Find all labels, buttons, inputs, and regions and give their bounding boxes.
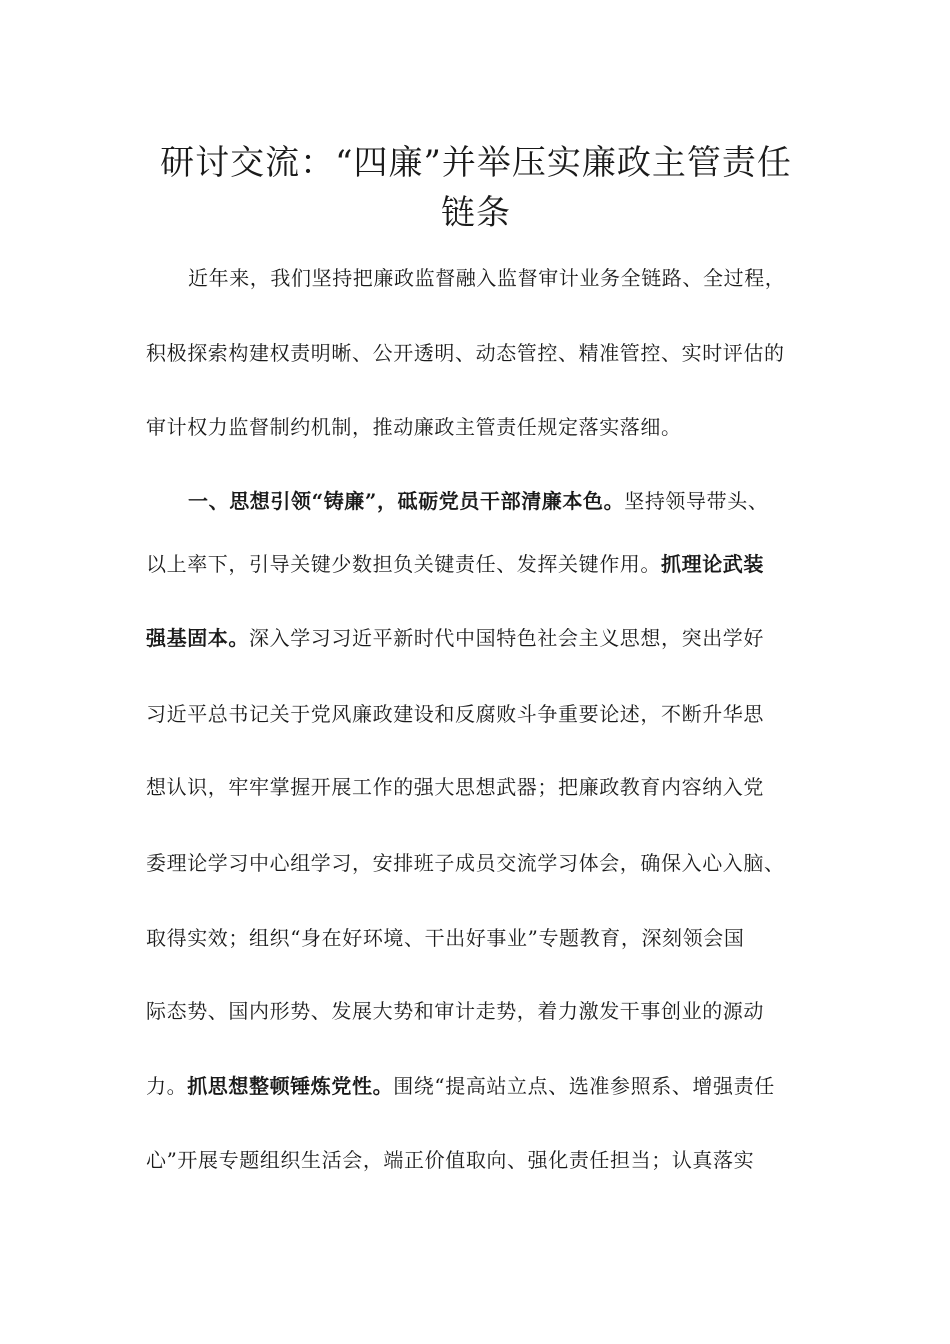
section1-heading: 一、思想引领“铸廉”，砥砺党员干部清廉本色。 — [188, 489, 625, 513]
intro-line-3: 审计权力监督制约机制，推动廉政主管责任规定落实落细。 — [146, 415, 682, 439]
section1-line-9-text: 力。 — [146, 1074, 188, 1098]
section1-line-5: 想认识，牢牢掌握开展工作的强大思想武器；把廉政教育内容纳入党 — [146, 775, 764, 799]
intro-line-2: 积极探索构建权责明晰、公开透明、动态管控、精准管控、实时评估的 — [146, 341, 785, 365]
section1-line-2 — [146, 550, 764, 578]
subheading-theory: 抓理论武装 — [661, 552, 764, 576]
section1-line-6: 委理论学习中心组学习，安排班子成员交流学习体会，确保入心入脑、 — [146, 851, 785, 875]
section1-line-9-rest: 围绕“提高站立点、选准参照系、增强责任 — [393, 1074, 775, 1098]
section1-line-3-text: 深入学习习近平新时代中国特色社会主义思想，突出学好 — [249, 626, 764, 650]
subheading-rectification: 抓思想整顿锤炼党性。 — [187, 1074, 394, 1098]
section1-line-1-text: 坚持领导带头、 — [624, 489, 769, 513]
intro-line-1: 近年来，我们坚持把廉政监督融入监督审计业务全链路、全过程， — [188, 266, 786, 290]
section1-line-7: 取得实效；组织“身在好环境、干出好事业”专题教育，深刻领会国 — [146, 926, 745, 950]
section1-line-10: 心”开展专题组织生活会，端正价值取向、强化责任担当；认真落实 — [146, 1148, 755, 1172]
section1-line-2-text: 以上率下，引导关键少数担负关键责任、发挥关键作用。 — [146, 552, 661, 576]
subheading-theory-cont: 强基固本。 — [146, 626, 249, 650]
section1-line-8: 际态势、国内形势、发展大势和审计走势，着力激发干事创业的源动 — [146, 999, 764, 1023]
document-title: 研讨交流：“四廉”并举压实廉政主管责任链条 — [160, 143, 792, 233]
section1-line-9 — [146, 1072, 775, 1100]
section1-line-3 — [146, 624, 764, 652]
section1-line-4: 习近平总书记关于党风廉政建设和反腐败斗争重要论述，不断升华思 — [146, 702, 764, 726]
section1-line-1 — [188, 487, 768, 515]
